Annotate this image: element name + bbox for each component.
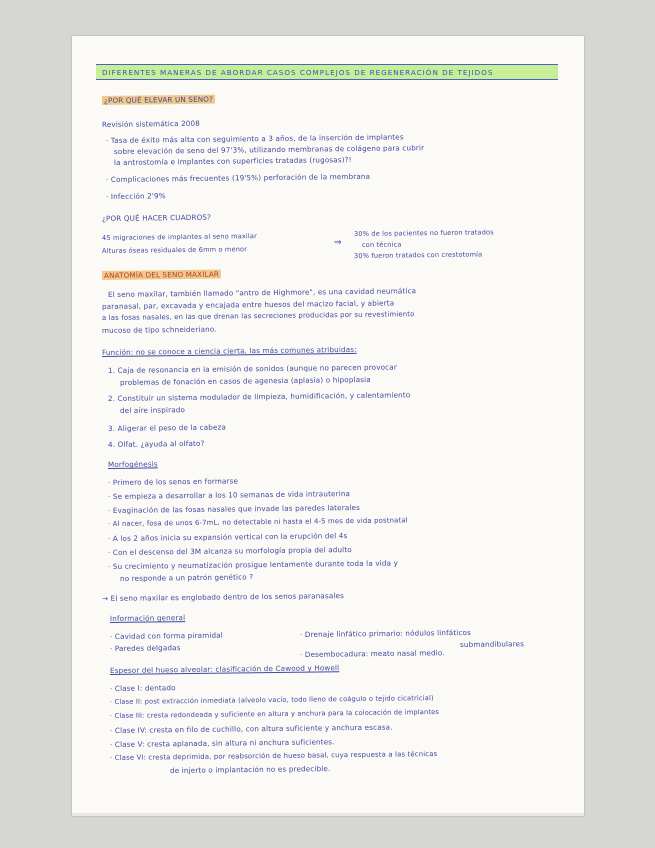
note-line: · Evaginación de las fosas nasales que invade las paredes laterales — [107, 502, 361, 515]
note-line: · Paredes delgadas — [109, 643, 181, 653]
note-line: · Se empieza a desarrollar a los 10 semanas de vida intrauterina — [107, 489, 351, 501]
note-line: · Clase I: dentado — [109, 683, 176, 693]
note-line: · Complicaciones más frecuentes (19'5%) perforación de la membrana — [105, 171, 371, 184]
note-line: 4. Olfat. ¿ayuda al olfato? — [107, 438, 205, 449]
note-line: · Drenaje linfático primario: nódulos linfáticos — [299, 627, 472, 639]
note-line: · Desembocadura: meato nasal medio. — [299, 648, 445, 659]
note-line: · Clase IV: cresta en filo de cuchillo, con altura suficiente y anchura escasa. — [109, 722, 393, 735]
note-line: · Clase V: cresta aplanada, sin altura ni anchura suficientes. — [109, 737, 335, 749]
note-line: del aire inspirado — [119, 405, 186, 415]
note-line: la antrostomía e implantes con superficies tratadas (rugosas)?! — [113, 155, 352, 167]
page-title: DIFERENTES MANERAS DE ABORDAR CASOS COMPLEJOS DE REGENERACIÓN DE TEJIDOS — [102, 67, 494, 77]
note-line: · Primero de los senos en formarse — [107, 476, 239, 487]
notebook-page — [72, 36, 584, 816]
note-line: · Al nacer, fosa de unos 6-7mL, no detectable ni hasta el 4-5 mes de vida postnatal — [107, 516, 408, 528]
note-line: con técnica — [361, 240, 402, 249]
note-line: 1. Caja de resonancia en la emisión de sonidos (aunque no parecen provocar — [107, 362, 397, 375]
note-line: · Clase III: cresta redondeada y suficiente en altura y anchura para la colocación de implantes — [109, 707, 440, 720]
note-line: 3. Aligerar el peso de la cabeza — [107, 422, 227, 433]
heading-general-info: Información general — [109, 613, 186, 623]
note-line: · A los 2 años inicia su expansión vertical con la erupción del 4s — [107, 531, 348, 543]
heading-morphogenesis: Morfogénesis — [107, 459, 158, 469]
title-banner — [96, 64, 558, 80]
note-line: 30% de los pacientes no fueron tratados — [353, 228, 494, 238]
heading-bone-thickness: Espesor del hueso alveolar: clasificación de Cawood y Howell — [109, 663, 340, 675]
note-line: · Tasa de éxito más alta con seguimiento a 3 años, de la inserción de implantes — [105, 132, 404, 145]
note-line: · Clase II: post extracción inmediata (alveolo vacío, todo lleno de coágulo o tejido cicatricial) — [109, 694, 434, 706]
note-line: · Cavidad con forma piramidal — [109, 630, 223, 641]
note-line: · Con el descenso del 3M alcanza su morfología propia del adulto — [107, 545, 352, 557]
note-line: → El seno maxilar es englobado dentro de los senos paranasales — [101, 591, 345, 603]
note-line: mucoso de tipo schneideriano. — [101, 324, 217, 335]
note-line: · Su crecimiento y neumatización prosigue lentamente durante toda la vida y — [107, 558, 399, 571]
note-line: Alturas óseas residuales de 6mm o menor — [101, 245, 248, 255]
heading-why-elevate: ¿POR QUÉ ELEVAR UN SENO? — [103, 94, 214, 105]
note-line: · Clase VI: cresta deprimida, por reabsorción de hueso basal, cuya respuesta a las técnicas — [109, 750, 438, 762]
note-line: · Infección 2'9% — [105, 191, 166, 201]
arrow-glyph: ⇒ — [333, 237, 342, 248]
note-line: de injerto o implantación no es predecible. — [169, 764, 331, 775]
note-line: 2. Constituir un sistema modulador de limpieza, humidificación, y calentamiento — [107, 390, 411, 403]
review-line: Revisión sistemática 2008 — [101, 118, 201, 129]
note-line: El seno maxilar, también llamado "antro de Highmore", es una cavidad neumática — [107, 286, 417, 299]
note-line: submandibulares — [459, 639, 525, 649]
note-line: paranasal, par, excavada y encajada entre huesos del macizo facial, y abierta — [101, 298, 395, 311]
note-line: 30% fueron tratados con crestotomía — [353, 250, 483, 260]
heading-why-cuadros: ¿POR QUÉ HACER CUADROS? — [101, 212, 212, 223]
note-line: a las fosas nasales, en las que drenan las secreciones producidas por su revestimiento — [101, 310, 415, 322]
note-line: no responde a un patrón genético ? — [119, 572, 254, 583]
heading-anatomy: ANATOMÍA DEL SENO MAXILAR — [103, 269, 220, 280]
note-line: problemas de fonación en casos de agenesia (aplasia) o hipoplasia — [119, 374, 371, 387]
heading-function: Función: no se conoce a ciencia cierta, las más comunes atribuidas: — [101, 344, 357, 357]
note-line: sobre elevación de seno del 97'3%, utilizando membranas de colágeno para cubrir — [113, 143, 425, 156]
note-line: 45 migraciones de implantes al seno maxilar — [101, 232, 257, 242]
